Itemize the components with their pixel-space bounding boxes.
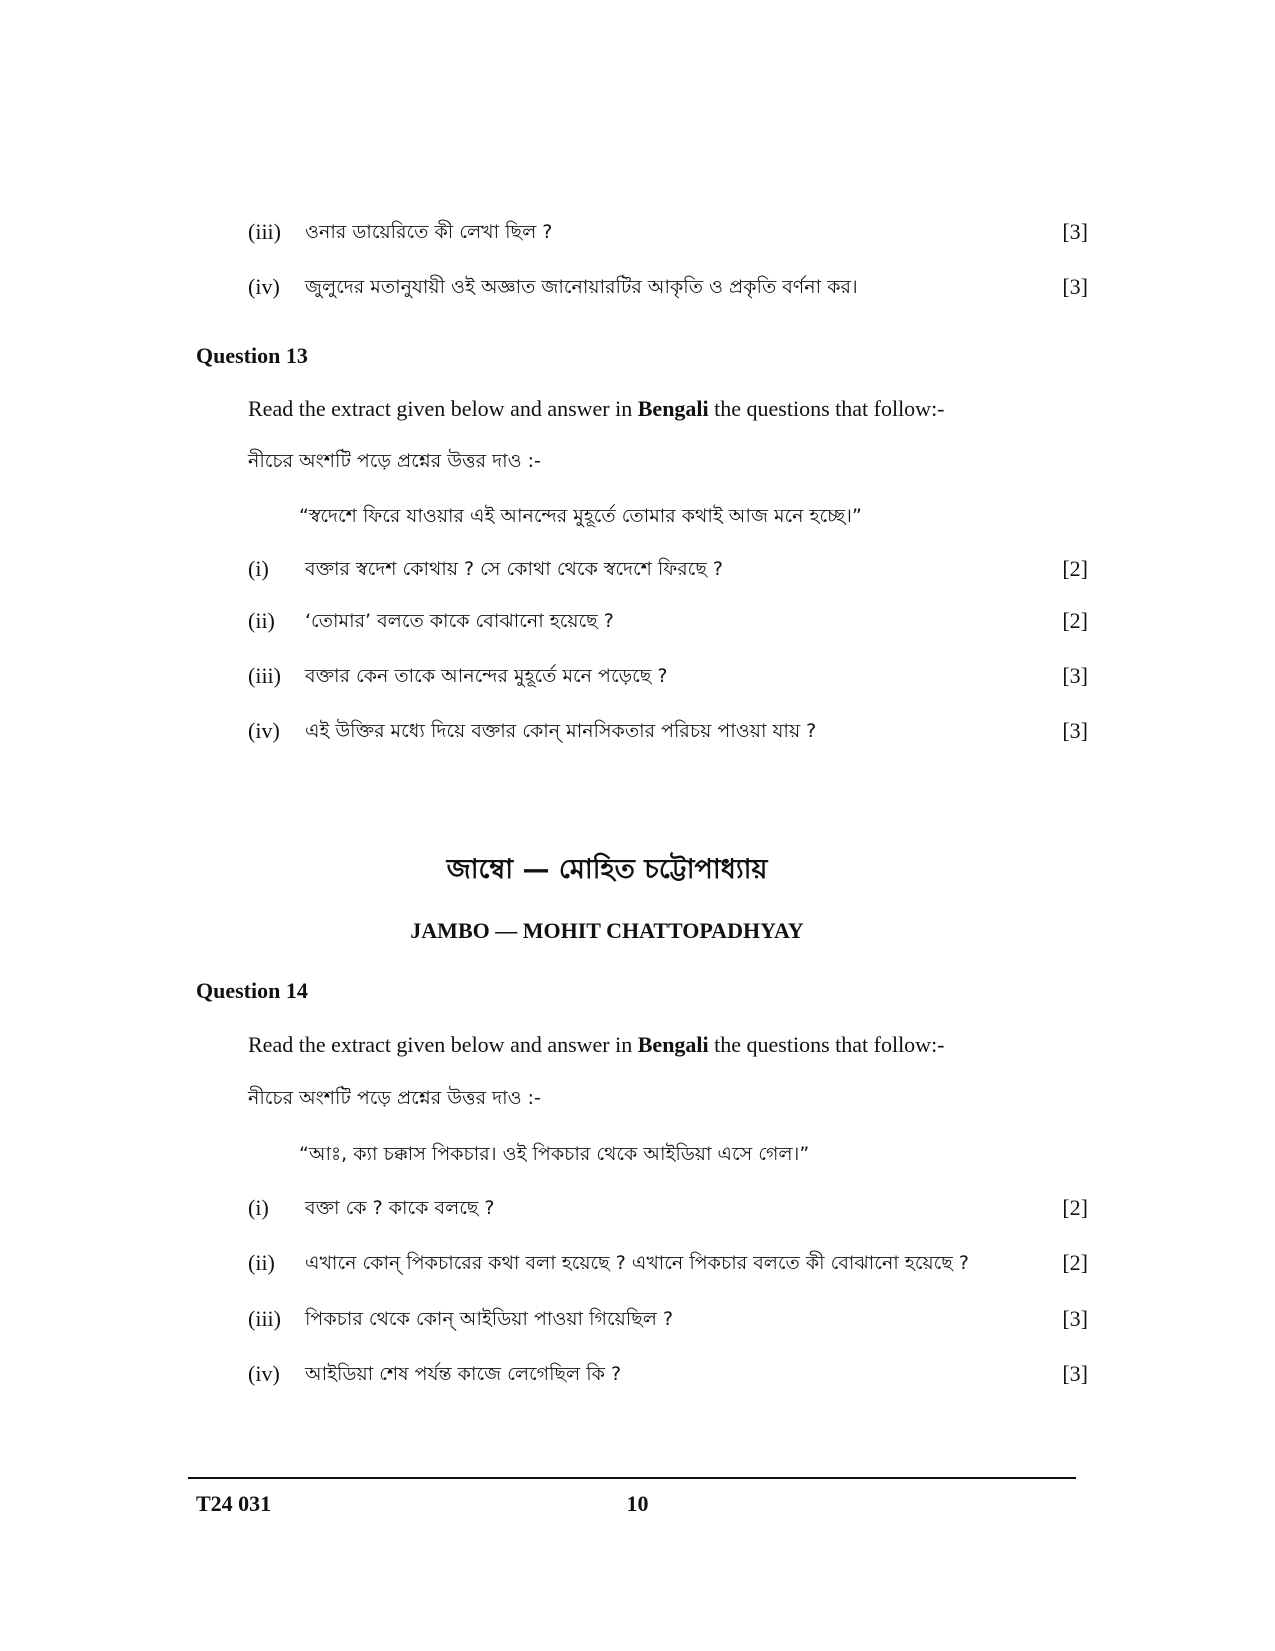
item-text: পিকচার থেকে কোন্ আইডিয়া পাওয়া গিয়েছিল ? bbox=[305, 1308, 674, 1330]
item-number: (ii) bbox=[248, 608, 275, 633]
section-title-bengali: জাম্বো — মোহিত চট্টোপাধ্যায় bbox=[446, 854, 768, 885]
item-marks: [3] bbox=[1062, 663, 1088, 688]
paper-code: T24 031 bbox=[196, 1491, 272, 1516]
item-text: ‘তোমার’ বলতে কাকে বোঝানো হয়েছে ? bbox=[305, 610, 614, 632]
item-number: (iv) bbox=[248, 274, 280, 299]
item-text: জুলুদের মতানুযায়ী ওই অজ্ঞাত জানোয়ারটির আকৃতি ও প্রকৃতি বর্ণনা কর। bbox=[305, 276, 858, 298]
item-number: (iv) bbox=[248, 1361, 280, 1386]
item-marks: [2] bbox=[1062, 608, 1088, 633]
item-text: বক্তা কে ? কাকে বলছে ? bbox=[305, 1197, 495, 1219]
question-14-instruction: Read the extract given below and answer in Bengali the questions that follow:- bbox=[248, 1032, 945, 1057]
item-text: এই উক্তির মধ্যে দিয়ে বক্তার কোন্ মানসিকতার পরিচয় পাওয়া যায় ? bbox=[305, 720, 817, 742]
item-marks: [2] bbox=[1062, 556, 1088, 581]
question-14-extract: “আঃ, ক্যা চক্কাস পিকচার। ওই পিকচার থেকে আইডিয়া এসে গেল।” bbox=[299, 1143, 810, 1165]
question-item bbox=[248, 1190, 1088, 1226]
item-number: (i) bbox=[248, 1195, 269, 1220]
item-number: (iv) bbox=[248, 718, 280, 743]
question-item bbox=[248, 658, 1088, 694]
page-number: 10 bbox=[626, 1491, 649, 1516]
item-text: বক্তার কেন তাকে আনন্দের মুহূর্তে মনে পড়েছে ? bbox=[305, 665, 668, 687]
question-item bbox=[248, 603, 1088, 639]
question-item bbox=[248, 713, 1088, 749]
item-number: (ii) bbox=[248, 1250, 275, 1275]
question-13-instruction: Read the extract given below and answer in Bengali the questions that follow:- bbox=[248, 396, 945, 421]
item-marks: [3] bbox=[1062, 718, 1088, 743]
item-text: বক্তার স্বদেশ কোথায় ? সে কোথা থেকে স্বদেশে ফিরছে ? bbox=[305, 558, 723, 580]
item-text: ওনার ডায়েরিতে কী লেখা ছিল ? bbox=[305, 221, 553, 243]
item-marks: [3] bbox=[1062, 219, 1088, 244]
item-number: (iii) bbox=[248, 663, 281, 688]
question-14-bengali-instruction: নীচের অংশটি পড়ে প্রশ্নের উত্তর দাও :- bbox=[248, 1087, 541, 1109]
question-13-bengali-instruction: নীচের অংশটি পড়ে প্রশ্নের উত্তর দাও :- bbox=[248, 450, 541, 472]
question-item bbox=[248, 1245, 1088, 1281]
section-title-english: JAMBO — MOHIT CHATTOPADHYAY bbox=[410, 918, 804, 943]
item-marks: [2] bbox=[1062, 1250, 1088, 1275]
item-marks: [3] bbox=[1062, 1361, 1088, 1386]
item-marks: [2] bbox=[1062, 1195, 1088, 1220]
question-item bbox=[248, 1301, 1088, 1337]
question-item bbox=[248, 214, 1088, 250]
item-text: আইডিয়া শেষ পর্যন্ত কাজে লেগেছিল কি ? bbox=[305, 1363, 622, 1385]
question-14-heading: Question 14 bbox=[196, 978, 308, 1003]
question-13-heading: Question 13 bbox=[196, 343, 308, 368]
item-number: (i) bbox=[248, 556, 269, 581]
item-marks: [3] bbox=[1062, 1306, 1088, 1331]
question-item bbox=[248, 1356, 1088, 1392]
question-item bbox=[248, 551, 1088, 587]
item-text: এখানে কোন্ পিকচারের কথা বলা হয়েছে ? এখানে পিকচার বলতে কী বোঝানো হয়েছে ? bbox=[305, 1252, 969, 1274]
item-marks: [3] bbox=[1062, 274, 1088, 299]
item-number: (iii) bbox=[248, 1306, 281, 1331]
item-number: (iii) bbox=[248, 219, 281, 244]
question-item bbox=[248, 269, 1088, 305]
question-13-extract: “স্বদেশে ফিরে যাওয়ার এই আনন্দের মুহূর্তে তোমার কথাই আজ মনে হচ্ছে।” bbox=[299, 505, 862, 527]
footer-rule bbox=[188, 1477, 1076, 1479]
